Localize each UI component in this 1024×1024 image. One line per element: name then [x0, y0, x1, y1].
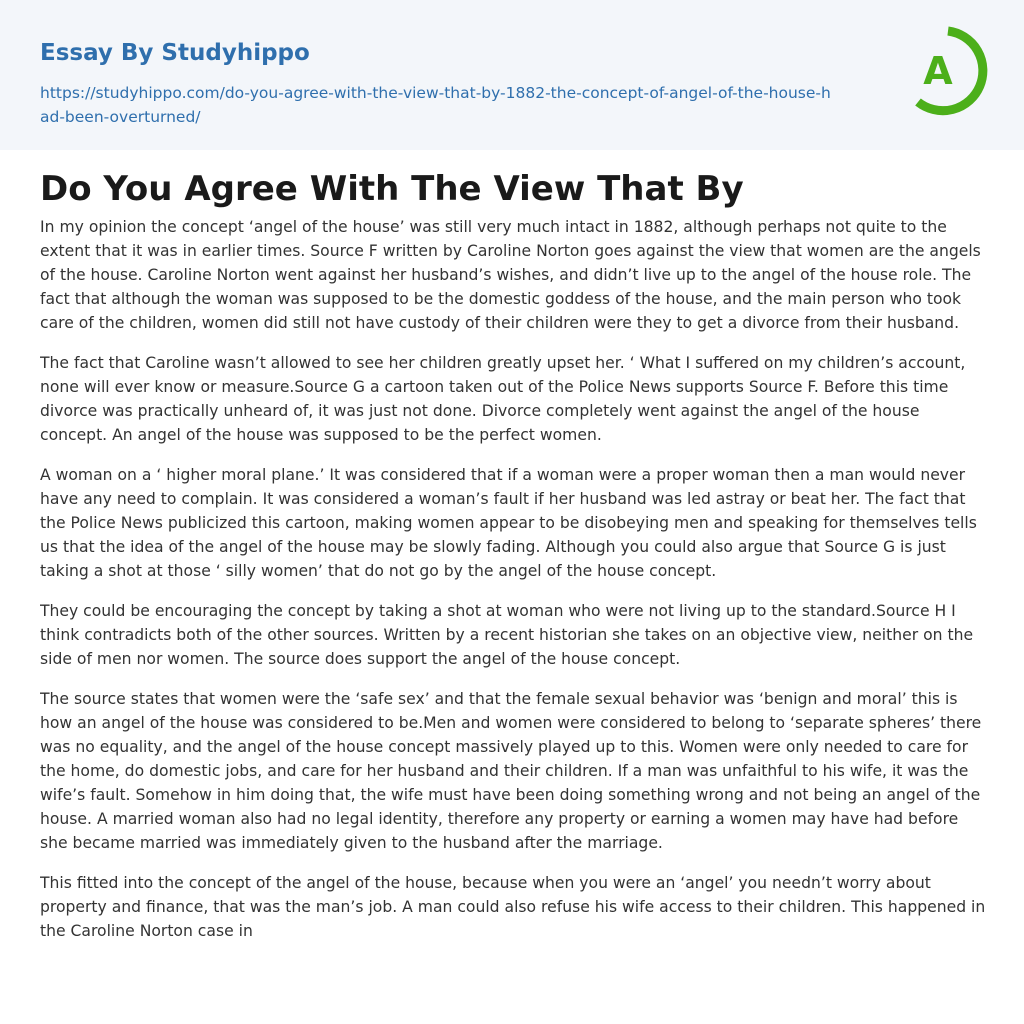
brand-title: Essay By Studyhippo: [40, 40, 310, 66]
essay-paragraph: The source states that women were the ‘safe sex’ and that the female sexual behavior was ‘benign and moral’ this is how an angel of the house was considered to be.Men and women were considered to belong to ‘separate spheres’ there was no equality, and the angel of the house concept massively played up to this. Women were only needed to care for the home, do domestic jobs, and care for her husband and their children. If a man was unfaithful to his wife, it was the wife’s fault. Somehow in him doing that, the wife must have been doing something wrong and not being an angel of the house. A married woman also had no legal identity, therefore any property or earning a women may have had before she became married was immediately given to the husband after the marriage.: [40, 690, 982, 852]
essay-paragraph: They could be encouraging the concept by taking a shot at woman who were not living up to the standard.Source H I think contradicts both of the other sources. Written by a recent historian she takes on an objective view, neither on the side of men nor women. The source does support the angel of the house concept.: [40, 602, 974, 668]
studyhippo-logo-icon: [906, 26, 990, 116]
source-url-link[interactable]: https://studyhippo.com/do-you-agree-with-the-view-that-by-1882-the-concept-of-angel-of-the-house-had-been-overturned/: [40, 84, 831, 126]
essay-paragraph: In my opinion the concept ‘angel of the house’ was still very much intact in 1882, although perhaps not quite to the extent that it was in earlier times. Source F written by Caroline Norton goes against the view that women are the angels of the house. Caroline Norton went against her husband’s wishes, and didn’t live up to the angel of the house role. The fact that although the woman was supposed to be the domestic goddess of the house, and the main person who took care of the children, women did still not have custody of their children were they to get a divorce from their husband.: [40, 218, 981, 332]
essay-title: Do You Agree With The View That By: [40, 169, 744, 209]
essay-body: [40, 215, 990, 1005]
logo-letter: A: [923, 49, 953, 93]
essay-paragraph: This fitted into the concept of the angel of the house, because when you were an ‘angel’ you needn’t worry about property and finance, that was the man’s job. A man could also refuse his wife access to their children. This happened in the Caroline Norton case in: [40, 874, 986, 940]
essay-paragraph: The fact that Caroline wasn’t allowed to see her children greatly upset her. ‘ What I suffered on my children’s account, none will ever know or measure.Source G a cartoon taken out of the Police News supports Source F. Before this time divorce was practically unheard of, it was just not done. Divorce completely went against the angel of the house concept. An angel of the house was supposed to be the perfect women.: [40, 354, 966, 444]
essay-paragraph: A woman on a ‘ higher moral plane.’ It was considered that if a woman were a proper woman then a man would never have any need to complain. It was considered a woman’s fault if her husband was led astray or beat her. The fact that the Police News publicized this cartoon, making women appear to be disobeying men and speaking for themselves tells us that the idea of the angel of the house may be slowly fading. Although you could also argue that Source G is just taking a shot at those ‘ silly women’ that do not go by the angel of the house concept.: [40, 466, 977, 580]
page-header: [0, 0, 1024, 150]
